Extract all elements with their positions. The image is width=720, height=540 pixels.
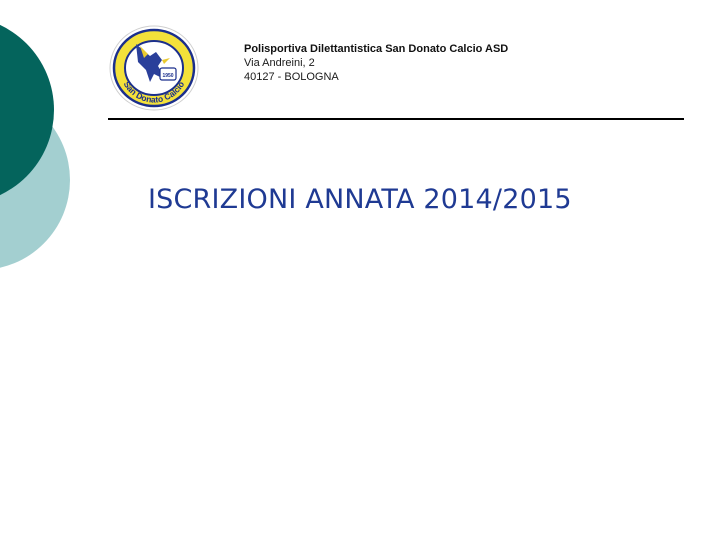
address-street: Via Andreini, 2	[244, 57, 315, 69]
logo-arc-text: San Donato Calcio	[121, 79, 187, 105]
club-logo	[106, 22, 202, 114]
slide-title: ISCRIZIONI ANNATA 2014/2015	[148, 184, 572, 215]
badge-text: 1950	[162, 73, 174, 79]
organization-header	[244, 42, 508, 84]
decorative-circles	[0, 0, 90, 300]
header-divider	[108, 118, 684, 120]
address-city: 40127 - BOLOGNA	[244, 71, 339, 83]
organization-name: Polisportiva Dilettantistica San Donato Calcio ASD	[244, 43, 509, 55]
